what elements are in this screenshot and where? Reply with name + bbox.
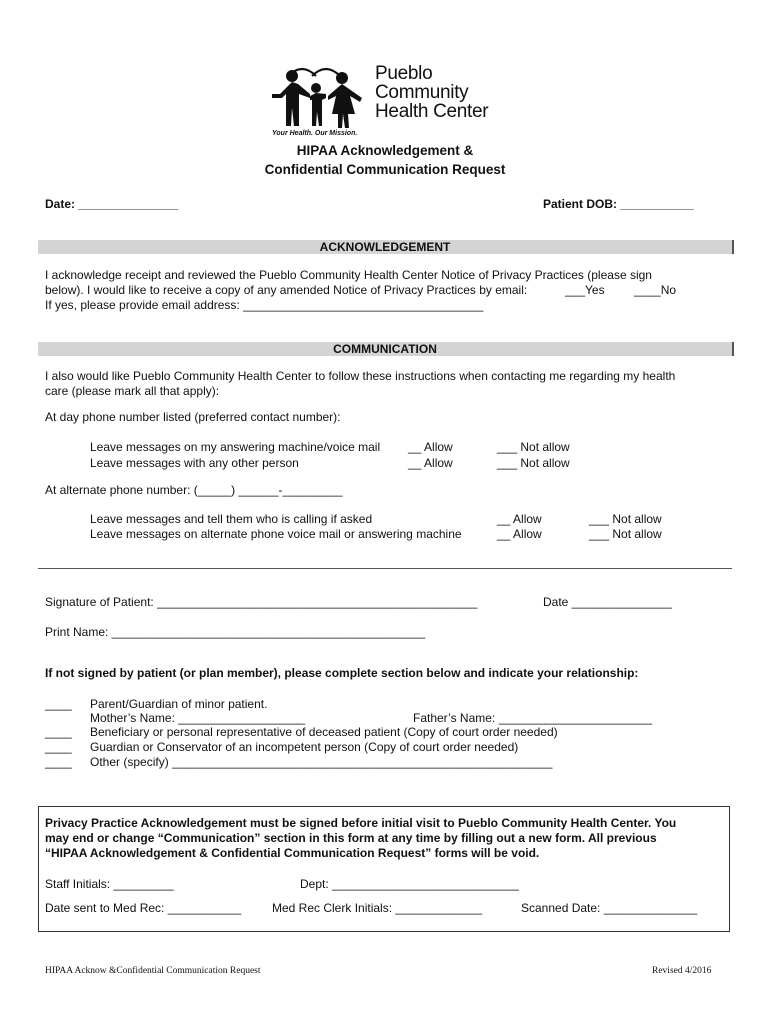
patient-signature-field[interactable]: Signature of Patient: ________________________________________________ [45, 595, 478, 609]
date-sent-field[interactable]: Date sent to Med Rec: ___________ [45, 901, 242, 915]
day-item-allow[interactable]: __ Allow [408, 440, 453, 454]
form-title-line1: HIPAA Acknowledgement & [296, 143, 474, 158]
day-item-not-allow[interactable]: ___ Not allow [497, 440, 570, 454]
logo-name-line: Health Center [375, 101, 489, 122]
mothers-name-field[interactable]: Mother’s Name: ___________________ [90, 711, 306, 725]
day-item-not-allow[interactable]: ___ Not allow [497, 456, 570, 470]
logo-name-line: Community [375, 82, 469, 103]
footer-title: HIPAA Acknow &Confidential Communication Request [45, 966, 261, 976]
alt-item-allow[interactable]: __ Allow [497, 512, 542, 526]
alt-item-label: Leave messages and tell them who is calling if asked [90, 512, 373, 526]
signature-date-field[interactable]: Date _______________ [543, 595, 672, 609]
notice-line2: may end or change “Communication” section in this form at any time by filling out a new form. All previous [45, 831, 657, 845]
alt-item-not-allow[interactable]: ___ Not allow [589, 527, 662, 541]
dept-field[interactable]: Dept: ____________________________ [300, 877, 519, 891]
alternate-phone-field[interactable]: At alternate phone number: (_____) ______-_________ [45, 483, 343, 497]
acknowledgement-heading: ACKNOWLEDGEMENT [38, 240, 734, 254]
scanned-date-field[interactable]: Scanned Date: ______________ [521, 901, 698, 915]
ack-text-line2: below). I would like to receive a copy of any amended Notice of Privacy Practices by email: [45, 283, 528, 297]
rep-blank[interactable]: ____ [45, 755, 72, 769]
print-name-field[interactable]: Print Name: _______________________________________________ [45, 625, 426, 639]
alt-item-allow[interactable]: __ Allow [497, 527, 542, 541]
patient-dob-field[interactable]: Patient DOB: ___________ [543, 197, 694, 211]
rep-blank[interactable]: ____ [45, 740, 72, 754]
day-item-label: Leave messages on my answering machine/voice mail [90, 440, 381, 454]
logo-name-line: Pueblo [375, 63, 433, 84]
logo-tagline: Your Health. Our Mission. [272, 130, 358, 137]
rep-blank[interactable]: ____ [45, 725, 72, 739]
rep-option-text: Guardian or Conservator of an incompetent person (Copy of court order needed) [90, 740, 519, 754]
fathers-name-field[interactable]: Father’s Name: _______________________ [413, 711, 653, 725]
alt-item-label: Leave messages on alternate phone voice mail or answering machine [90, 527, 462, 541]
rep-option-text: Beneficiary or personal representative of deceased patient (Copy of court order needed) [90, 725, 558, 739]
day-phone-label: At day phone number listed (preferred contact number): [45, 410, 341, 424]
notice-line3: “HIPAA Acknowledgement & Confidential Communication Request” forms will be void. [45, 846, 540, 860]
rep-blank[interactable]: ____ [45, 697, 72, 711]
form-title-line2: Confidential Communication Request [264, 162, 506, 177]
email-yes-option[interactable]: ___Yes [565, 283, 605, 297]
footer-revision: Revised 4/2016 [652, 966, 712, 976]
other-specify-field[interactable]: Other (specify) _________________________________________________________ [90, 755, 553, 769]
email-no-option[interactable]: ____No [634, 283, 677, 297]
staff-initials-field[interactable]: Staff Initials: _________ [45, 877, 174, 891]
section-divider [38, 568, 732, 569]
comm-text-line1: I also would like Pueblo Community Health Center to follow these instructions when contacting me regarding my health [45, 369, 676, 383]
day-item-allow[interactable]: __ Allow [408, 456, 453, 470]
logo-name [375, 64, 488, 121]
representative-heading: If not signed by patient (or plan member), please complete section below and indicate your relationship: [45, 666, 639, 680]
family-figures-icon [258, 64, 373, 132]
clerk-initials-field[interactable]: Med Rec Clerk Initials: _____________ [272, 901, 483, 915]
email-address-field[interactable]: If yes, please provide email address: ____________________________________ [45, 298, 484, 312]
rep-option-text: Parent/Guardian of minor patient. [90, 697, 268, 711]
date-field[interactable]: Date: _______________ [45, 197, 179, 211]
comm-text-line2: care (please mark all that apply): [45, 384, 220, 398]
notice-line1: Privacy Practice Acknowledgement must be signed before initial visit to Pueblo Community Health Center. You [45, 816, 677, 830]
logo [258, 64, 518, 142]
ack-text-line1: I acknowledge receipt and reviewed the Pueblo Community Health Center Notice of Privacy Practices (please sign [45, 268, 652, 282]
day-item-label: Leave messages with any other person [90, 456, 299, 470]
alt-item-not-allow[interactable]: ___ Not allow [589, 512, 662, 526]
communication-heading: COMMUNICATION [38, 342, 734, 356]
